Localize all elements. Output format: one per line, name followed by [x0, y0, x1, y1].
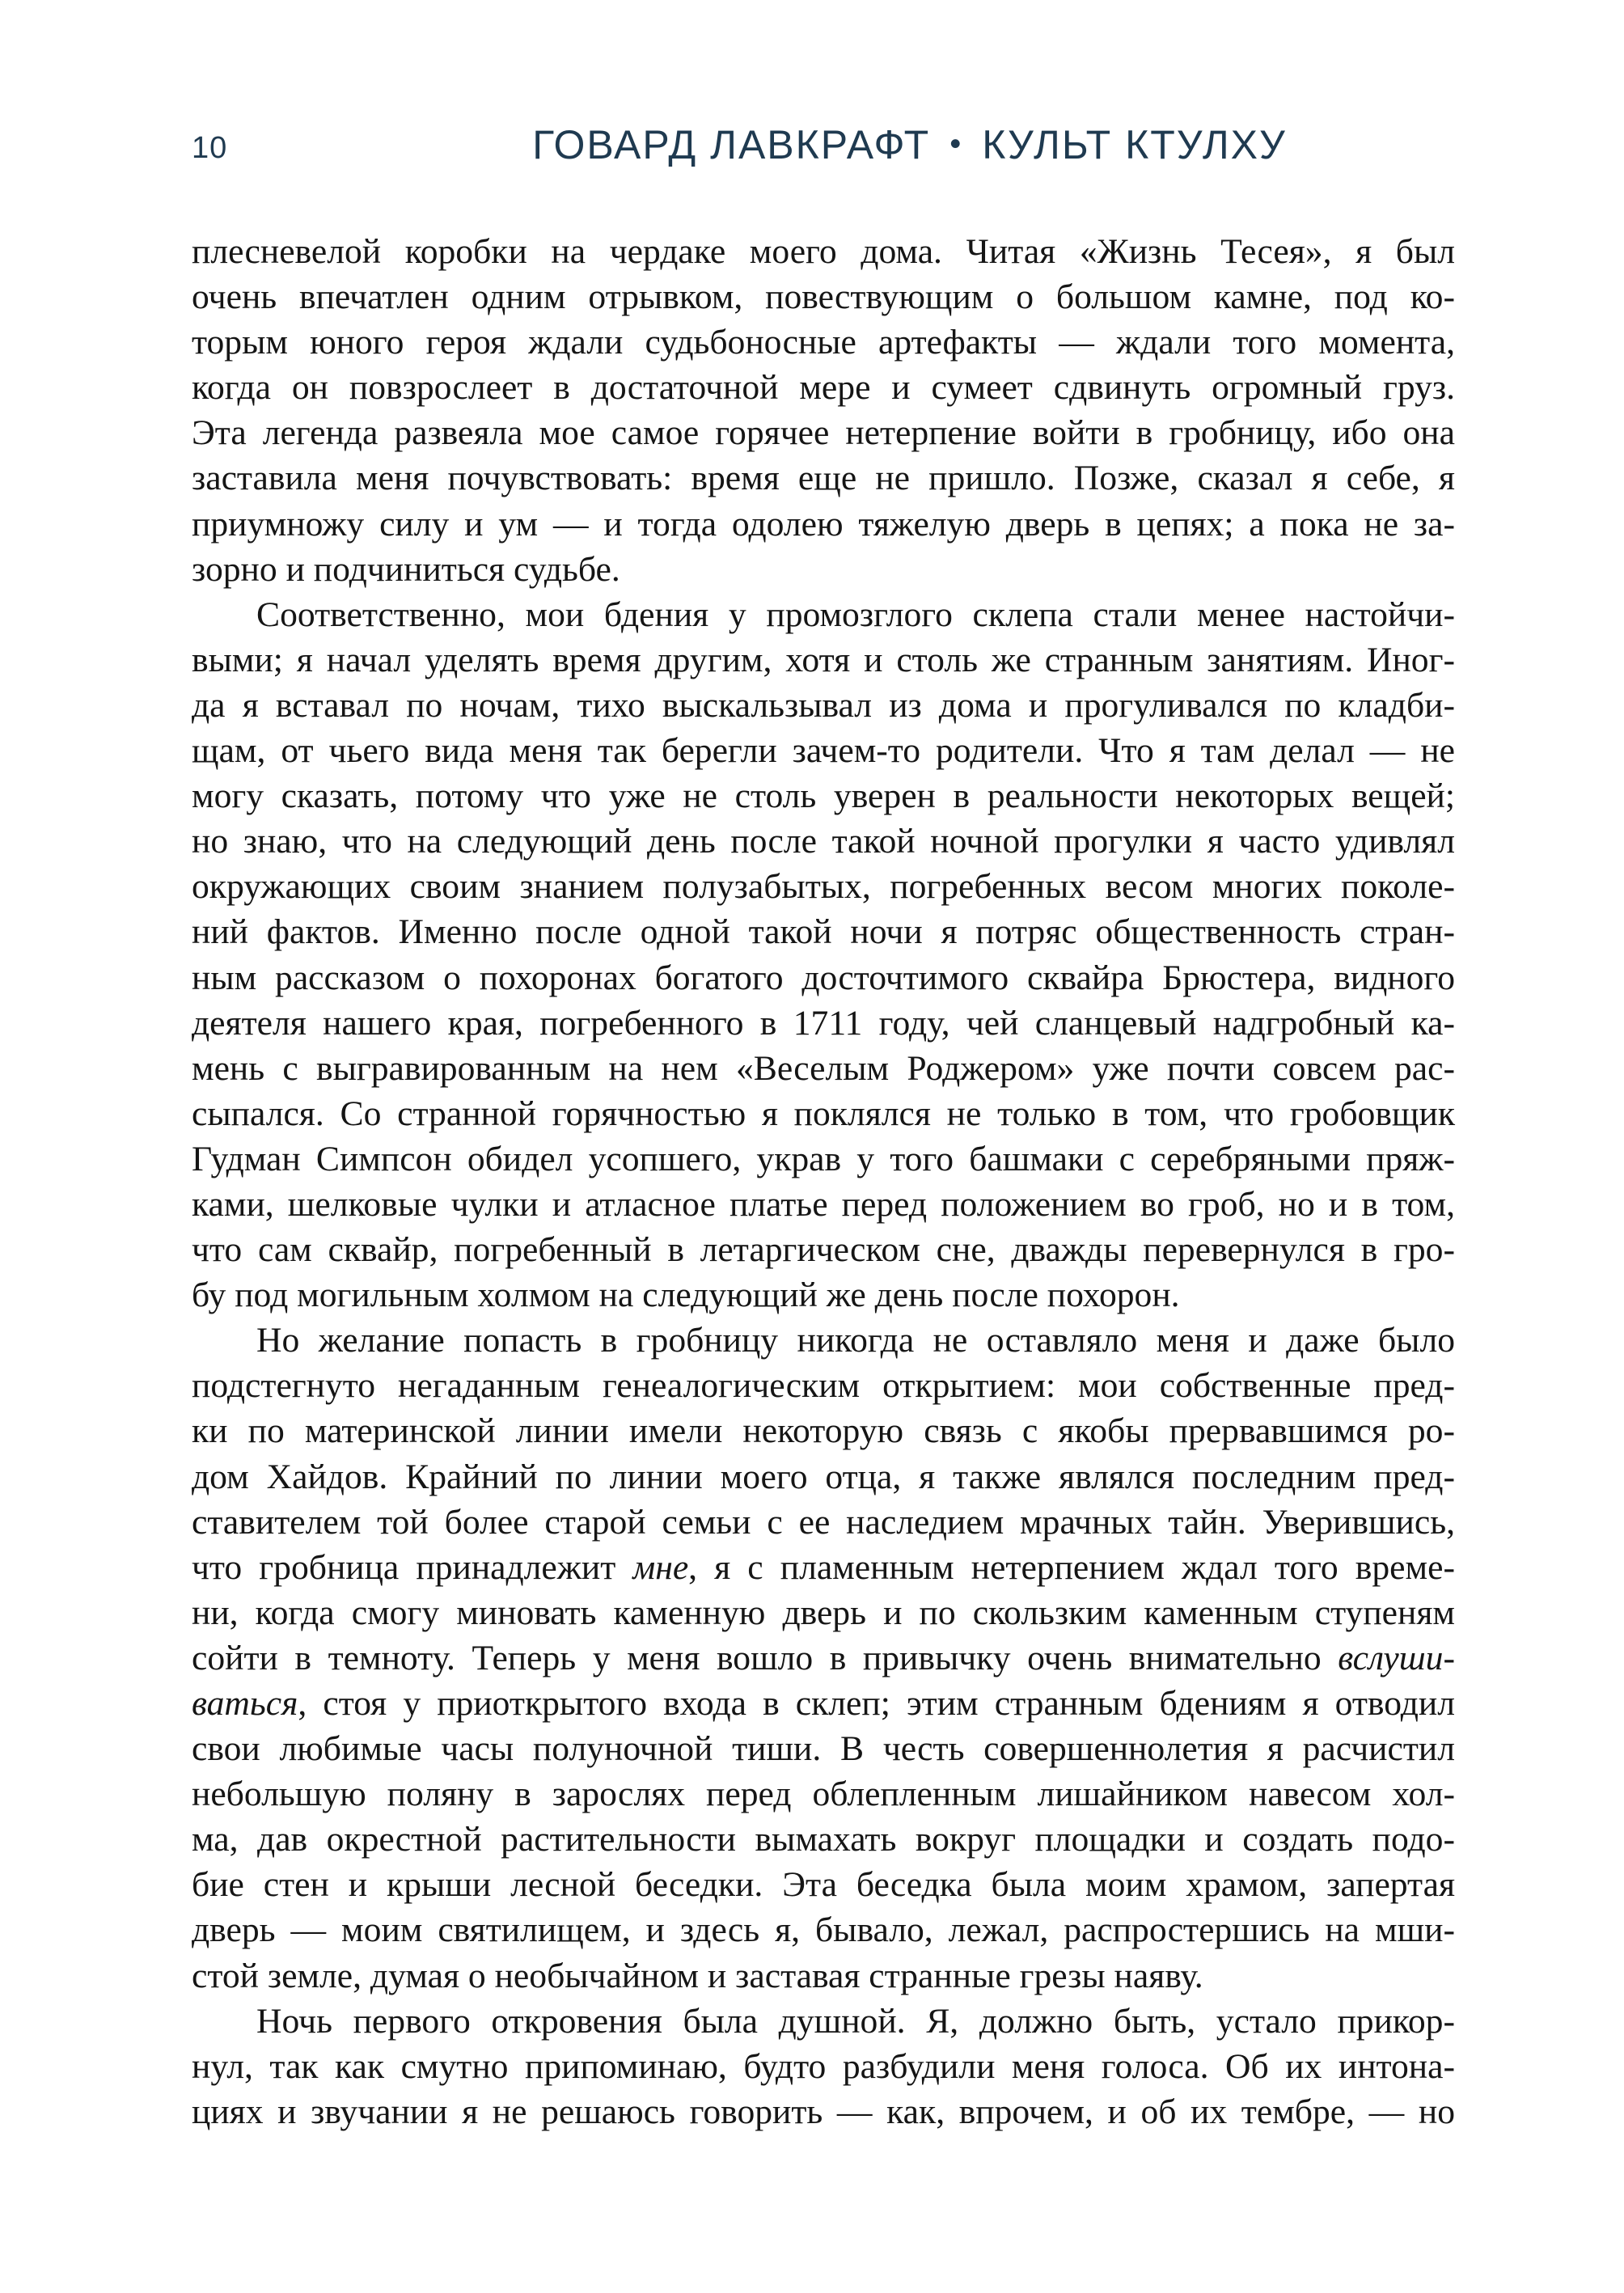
line-text: ным рассказом о похоронах богатого досточтимого сквайра Брюстера, видного	[192, 958, 1455, 997]
italic-text: мне	[632, 1547, 689, 1587]
text-line	[192, 864, 1455, 909]
text-line	[192, 1046, 1455, 1091]
text-line	[192, 819, 1455, 864]
line-text: ки по материнской линии имели некоторую связь с якобы прервавшимся ро-	[192, 1411, 1455, 1451]
line-text: что гробница принадлежит	[192, 1547, 633, 1587]
line-text: ками, шелковые чулки и атласное платье перед положением во гроб, но и в том,	[192, 1184, 1455, 1224]
running-header	[192, 121, 1453, 186]
text-line	[192, 1907, 1455, 1952]
text-line	[192, 1500, 1455, 1545]
italic-text: ваться	[192, 1684, 298, 1723]
text-line	[192, 1681, 1455, 1726]
text-line	[192, 1953, 1455, 1999]
italic-text: вслуши-	[1338, 1638, 1455, 1677]
text-line	[192, 592, 1455, 637]
text-line	[192, 1454, 1455, 1500]
line-text: ма, дав окрестной растительности вымахать вокруг площадки и создать подо-	[192, 1820, 1455, 1859]
line-text: могу сказать, потому что уже не столь уверен в реальности некоторых вещей;	[192, 776, 1455, 816]
line-text: заставила меня почувствовать: время еще не пришло. Позже, сказал я себе, я	[192, 459, 1455, 498]
line-text: небольшую поляну в зарослях перед облепленным лишайником навесом хол-	[192, 1775, 1455, 1814]
text-line	[192, 365, 1455, 410]
text-line	[192, 1635, 1455, 1681]
text-line	[192, 274, 1455, 319]
page-number: 10	[192, 131, 228, 165]
line-text: выми; я начал уделять время другим, хотя и столь же странным занятиям. Иног-	[192, 640, 1455, 679]
text-line	[192, 229, 1455, 274]
header-author: ГОВАРД ЛАВКРАФТ	[532, 122, 931, 167]
text-line	[192, 501, 1455, 547]
text-line	[192, 728, 1455, 773]
text-line	[192, 1227, 1455, 1272]
line-text: ставителем той более старой семьи с ее наследием мрачных тайн. Уверившись,	[192, 1502, 1455, 1542]
line-text: деятеля нашего края, погребенного в 1711 году, чей сланцевый надгробный ка-	[192, 1003, 1455, 1043]
line-text: циях и звучании я не решаюсь говорить — как, впрочем, и об их тембре, — но	[192, 2092, 1455, 2131]
line-text: когда он повзрослеет в достаточной мере и сумеет сдвинуть огромный груз.	[192, 368, 1455, 408]
text-line	[192, 1272, 1455, 1318]
text-line	[192, 1001, 1455, 1046]
line-text: мень с выгравированным на нем «Веселым Роджером» уже почти совсем рас-	[192, 1048, 1455, 1088]
line-text: приумножу силу и ум — и тогда одолею тяжелую дверь в цепях; а пока не за-	[192, 504, 1455, 544]
line-text: дверь — моим святилищем, и здесь я, бывало, лежал, распростершись на мши-	[192, 1910, 1455, 1950]
line-text: Ночь первого откровения была душной. Я, должно быть, устало прикор-	[256, 2001, 1455, 2041]
text-line	[192, 637, 1455, 683]
text-line	[192, 1590, 1455, 1635]
text-line	[192, 1318, 1455, 1363]
text-line	[192, 319, 1455, 365]
line-text: свои любимые часы полуночной тиши. В честь совершеннолетия я расчистил	[192, 1729, 1455, 1769]
line-text: сыпался. Со странной горячностью я поклялся не только в том, что гробовщик	[192, 1094, 1455, 1133]
line-text: что сам сквайр, погребенный в летаргическом сне, дважды перевернулся в гро-	[192, 1230, 1455, 1270]
text-line	[192, 1091, 1455, 1136]
text-line	[192, 1817, 1455, 1862]
line-text: бу под могильным холмом на следующий же день после похорон.	[192, 1276, 1180, 1315]
header-separator: •	[949, 126, 963, 163]
line-text: бие стен и крыши лесной беседки. Эта беседка была моим храмом, запертая	[192, 1865, 1455, 1905]
line-text: дом Хайдов. Крайний по линии моего отца, я также являлся последним пред-	[192, 1457, 1455, 1496]
line-text: но знаю, что на следующий день после такой ночной прогулки я часто удивлял	[192, 822, 1455, 861]
line-text: стой земле, думая о необычайном и заставая странные грезы наяву.	[192, 1956, 1203, 1995]
line-text: очень впечатлен одним отрывком, повествующим о большом камне, под ко-	[192, 277, 1455, 317]
running-title	[495, 121, 1324, 168]
line-text: ни, когда смогу миновать каменную дверь и по скользким каменным ступеням	[192, 1593, 1455, 1632]
text-line	[192, 2044, 1455, 2089]
line-text: нул, так как смутно припоминаю, будто разбудили меня голоса. Об их интона-	[192, 2046, 1455, 2086]
text-line	[192, 547, 1455, 592]
line-text: , стоя у приоткрытого входа в склеп; этим странным бдениям я отводил	[298, 1684, 1455, 1723]
line-text: Соответственно, мои бдения у промозглого склепа стали менее настойчи-	[256, 594, 1455, 634]
line-text: окружающих своим знанием полузабытых, погребенных весом многих поколе-	[192, 867, 1455, 907]
line-text: торым юного героя ждали судьбоносные артефакты — ждали того момента,	[192, 323, 1455, 362]
body-text	[192, 229, 1455, 2134]
text-line	[192, 455, 1455, 501]
text-line	[192, 909, 1455, 954]
text-line	[192, 773, 1455, 819]
line-text: плесневелой коробки на чердаке моего дома. Читая «Жизнь Тесея», я был	[192, 232, 1455, 271]
text-line	[192, 1408, 1455, 1453]
text-line	[192, 955, 1455, 1001]
text-line	[192, 1545, 1455, 1590]
line-text: зорно и подчиниться судьбе.	[192, 549, 620, 589]
text-line	[192, 1363, 1455, 1408]
header-book-title: КУЛЬТ КТУЛХУ	[982, 122, 1287, 167]
line-text: подстегнуто негаданным генеалогическим открытием: мои собственные пред-	[192, 1366, 1455, 1406]
text-line	[192, 1182, 1455, 1227]
text-line	[192, 1862, 1455, 1907]
text-line	[192, 410, 1455, 455]
line-text: Но желание попасть в гробницу никогда не оставляло меня и даже было	[256, 1321, 1455, 1360]
text-line	[192, 1726, 1455, 1771]
line-text: щам, от чьего вида меня так берегли зачем-то родители. Что я там делал — не	[192, 731, 1455, 771]
text-line	[192, 1999, 1455, 2044]
line-text: ний фактов. Именно после одной такой ночи я потряс общественность стран-	[192, 912, 1455, 952]
text-line	[192, 1771, 1455, 1817]
line-text: Эта легенда развеяла мое самое горячее нетерпение войти в гробницу, ибо она	[192, 413, 1455, 453]
line-text: сойти в темноту. Теперь у меня вошло в привычку очень внимательно	[192, 1638, 1339, 1677]
text-line	[192, 683, 1455, 728]
text-line	[192, 2089, 1455, 2134]
line-text: Гудман Симпсон обидел усопшего, украв у того башмаки с серебряными пряж-	[192, 1139, 1455, 1178]
text-line	[192, 1136, 1455, 1182]
line-text: , я с пламенным нетерпением ждал того време-	[688, 1547, 1455, 1587]
line-text: да я вставал по ночам, тихо выскальзывал из дома и прогуливался по кладби-	[192, 685, 1455, 725]
